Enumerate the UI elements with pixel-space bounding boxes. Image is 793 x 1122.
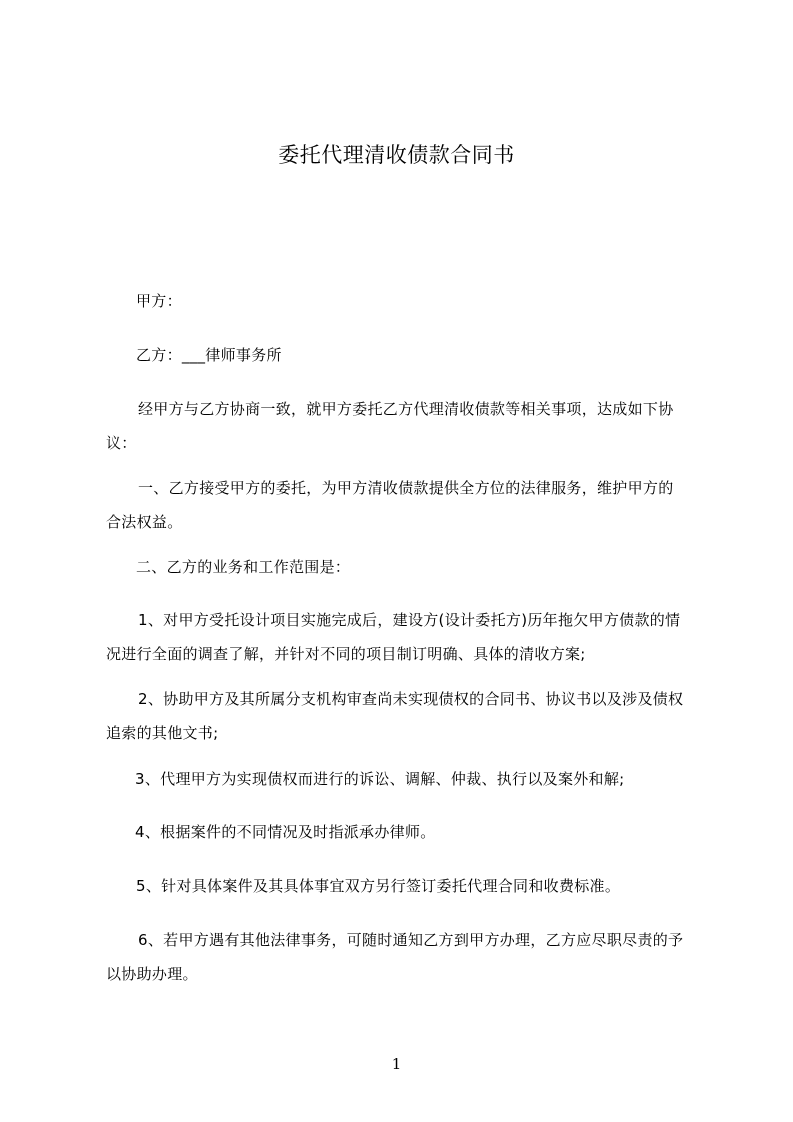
item-1-line-1: 1、对甲方受托设计项目实施完成后，建设方(设计委托方)历年拖欠甲方债款的情 (138, 611, 681, 629)
clause-1-paragraph (106, 471, 712, 539)
party-b-line: 乙方：___律师事务所 (136, 346, 282, 364)
document-title: 委托代理清收债款合同书 (278, 143, 515, 167)
item-2-line-1: 2、协助甲方及其所属分支机构审查尚未实现债权的合同书、协议书以及涉及债权 (138, 690, 684, 708)
item-4-paragraph: 4、根据案件的不同情况及时指派承办律师。 (135, 823, 436, 841)
party-a-line: 甲方： (136, 292, 182, 310)
item-2-paragraph (106, 682, 712, 750)
item-2-line-2: 追索的其他文书; (106, 724, 219, 742)
item-6-line-2: 以协助办理。 (106, 965, 198, 983)
item-5-paragraph: 5、针对具体案件及其具体事宜双方另行签订委托代理合同和收费标准。 (136, 877, 621, 895)
intro-line-2: 议： (106, 434, 137, 452)
intro-paragraph (106, 392, 712, 460)
page-number: 1 (391, 1055, 402, 1073)
item-1-paragraph (106, 603, 712, 671)
clause-2-heading: 二、乙方的业务和工作范围是： (136, 558, 351, 576)
intro-line-1: 经甲方与乙方协商一致，就甲方委托乙方代理清收债款等相关事项，达成如下协 (138, 400, 674, 418)
item-6-line-1: 6、若甲方遇有其他法律事务，可随时通知乙方到甲方办理，乙方应尽职尽责的予 (138, 931, 684, 949)
clause-1-line-1: 一、乙方接受甲方的委托，为甲方清收债款提供全方位的法律服务，维护甲方的 (138, 479, 674, 497)
item-6-paragraph (106, 923, 712, 991)
item-3-paragraph: 3、代理甲方为实现债权而进行的诉讼、调解、仲裁、执行以及案外和解; (135, 770, 625, 788)
item-1-line-2: 况进行全面的调查了解，并针对不同的项目制订明确、具体的清收方案; (106, 645, 586, 663)
clause-1-line-2: 合法权益。 (106, 513, 183, 531)
